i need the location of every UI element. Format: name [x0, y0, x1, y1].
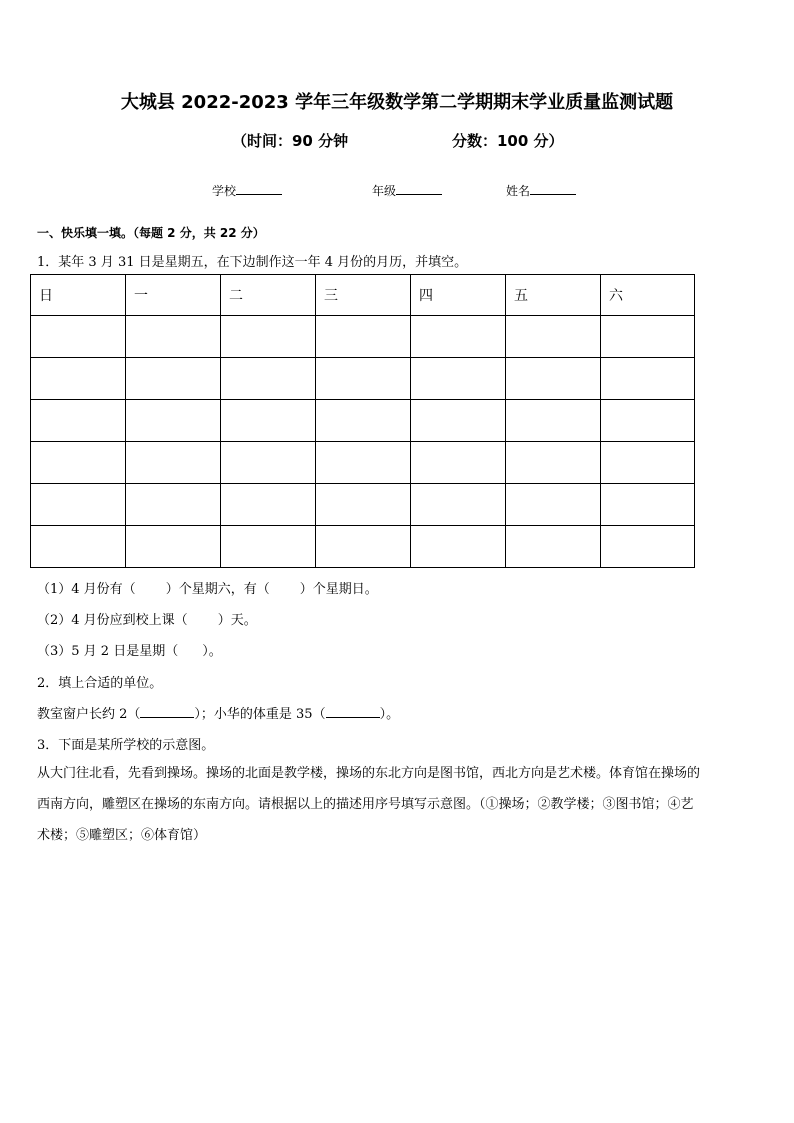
calendar-cell[interactable]: [601, 400, 695, 442]
calendar-cell[interactable]: [31, 400, 126, 442]
question-2-line: [37, 703, 399, 722]
calendar-row: [31, 442, 695, 484]
calendar-cell[interactable]: [221, 484, 316, 526]
sub1-part-a: （1）4 月份有（: [37, 582, 136, 597]
q2-part-a: 教室窗户长约 2（: [37, 707, 141, 722]
question-1-text: 1．某年 3 月 31 日是星期五，在下边制作这一年 4 月份的月历，并填空。: [37, 255, 468, 270]
score-label: 分数：100 分）: [452, 132, 564, 150]
name-field[interactable]: [506, 182, 576, 199]
calendar-cell[interactable]: [316, 400, 411, 442]
calendar-header-row: [31, 275, 695, 316]
calendar-cell[interactable]: [31, 442, 126, 484]
weekday-fri: 五: [506, 275, 601, 316]
calendar-cell[interactable]: [316, 358, 411, 400]
calendar-cell[interactable]: [506, 316, 601, 358]
school-blank[interactable]: [236, 182, 282, 195]
grade-blank[interactable]: [396, 182, 442, 195]
sub1-part-b: ）个星期六，有（: [165, 582, 270, 597]
calendar-cell[interactable]: [411, 358, 506, 400]
calendar-cell[interactable]: [506, 358, 601, 400]
school-label: 学校: [212, 184, 237, 198]
weekday-mon: 一: [126, 275, 221, 316]
calendar-cell[interactable]: [411, 316, 506, 358]
school-field[interactable]: [212, 182, 282, 199]
grade-field[interactable]: [372, 182, 442, 199]
question-3-paragraph: [37, 758, 759, 851]
calendar-cell[interactable]: [601, 442, 695, 484]
calendar-row: [31, 400, 695, 442]
calendar-row: [31, 484, 695, 526]
question-1-sub2: [37, 609, 257, 628]
calendar-cell[interactable]: [316, 526, 411, 568]
question-1-sub1: [37, 578, 378, 597]
calendar-cell[interactable]: [601, 526, 695, 568]
calendar-cell[interactable]: [506, 400, 601, 442]
sub3-part-a: （3）5 月 2 日是星期（: [37, 644, 179, 659]
calendar-cell[interactable]: [506, 526, 601, 568]
calendar-cell[interactable]: [126, 484, 221, 526]
time-label: （时间：90 分钟: [232, 132, 349, 150]
calendar-cell[interactable]: [221, 526, 316, 568]
calendar-cell[interactable]: [31, 484, 126, 526]
name-label: 姓名: [506, 184, 531, 198]
weekday-sun: 日: [31, 275, 126, 316]
calendar-cell[interactable]: [601, 316, 695, 358]
calendar-cell[interactable]: [31, 526, 126, 568]
calendar-cell[interactable]: [411, 526, 506, 568]
name-blank[interactable]: [530, 182, 576, 195]
calendar-cell[interactable]: [411, 442, 506, 484]
calendar-cell[interactable]: [221, 316, 316, 358]
calendar-cell[interactable]: [316, 484, 411, 526]
question-3-text: 3．下面是某所学校的示意图。: [37, 738, 215, 753]
weekday-thu: 四: [411, 275, 506, 316]
answer-weight-unit-blank[interactable]: [326, 704, 380, 718]
calendar-cell[interactable]: [31, 316, 126, 358]
sub2-part-b: ）天。: [217, 613, 257, 628]
weekday-wed: 三: [316, 275, 411, 316]
calendar-cell[interactable]: [31, 358, 126, 400]
q3-para-line-2: 西南方向，雕塑区在操场的东南方向。请根据以上的描述用序号填写示意图。（①操场；②教学楼；③图书馆；④艺: [37, 797, 694, 812]
calendar-cell[interactable]: [506, 484, 601, 526]
section-heading: 一、快乐填一填。（每题 2 分，共 22 分）: [37, 226, 265, 240]
weekday-sat: 六: [601, 275, 695, 316]
calendar-cell[interactable]: [601, 358, 695, 400]
q3-para-line-1: 从大门往北看，先看到操场。操场的北面是教学楼，操场的东北方向是图书馆，西北方向是艺术楼。体育馆在操场的: [37, 766, 701, 781]
calendar-cell[interactable]: [316, 316, 411, 358]
calendar-cell[interactable]: [506, 442, 601, 484]
calendar-cell[interactable]: [411, 400, 506, 442]
grade-label: 年级: [372, 184, 397, 198]
calendar-cell[interactable]: [316, 442, 411, 484]
answer-window-unit-blank[interactable]: [140, 704, 194, 718]
calendar-cell[interactable]: [221, 442, 316, 484]
weekday-tue: 二: [221, 275, 316, 316]
q2-part-c: ）。: [379, 707, 400, 722]
sub2-part-a: （2）4 月份应到校上课（: [37, 613, 188, 628]
calendar-cell[interactable]: [411, 484, 506, 526]
sub3-part-b: ）。: [202, 644, 222, 659]
q3-para-line-3: 术楼；⑤雕塑区；⑥体育馆）: [37, 828, 207, 843]
calendar-table: [30, 274, 695, 568]
calendar-row: [31, 526, 695, 568]
calendar-cell[interactable]: [221, 400, 316, 442]
exam-title: 大城县 2022-2023 学年三年级数学第二学期期末学业质量监测试题: [120, 92, 674, 113]
calendar-cell[interactable]: [126, 442, 221, 484]
calendar-cell[interactable]: [126, 400, 221, 442]
calendar-cell[interactable]: [126, 358, 221, 400]
calendar-cell[interactable]: [601, 484, 695, 526]
question-1-sub3: [37, 640, 222, 659]
sub1-part-c: ）个星期日。: [299, 582, 378, 597]
q2-part-b: ）；小华的体重是 35（: [194, 707, 326, 722]
question-2-text: 2．填上合适的单位。: [37, 676, 163, 691]
calendar-row: [31, 358, 695, 400]
calendar-cell[interactable]: [126, 316, 221, 358]
calendar-row: [31, 316, 695, 358]
calendar-cell[interactable]: [126, 526, 221, 568]
calendar-cell[interactable]: [221, 358, 316, 400]
